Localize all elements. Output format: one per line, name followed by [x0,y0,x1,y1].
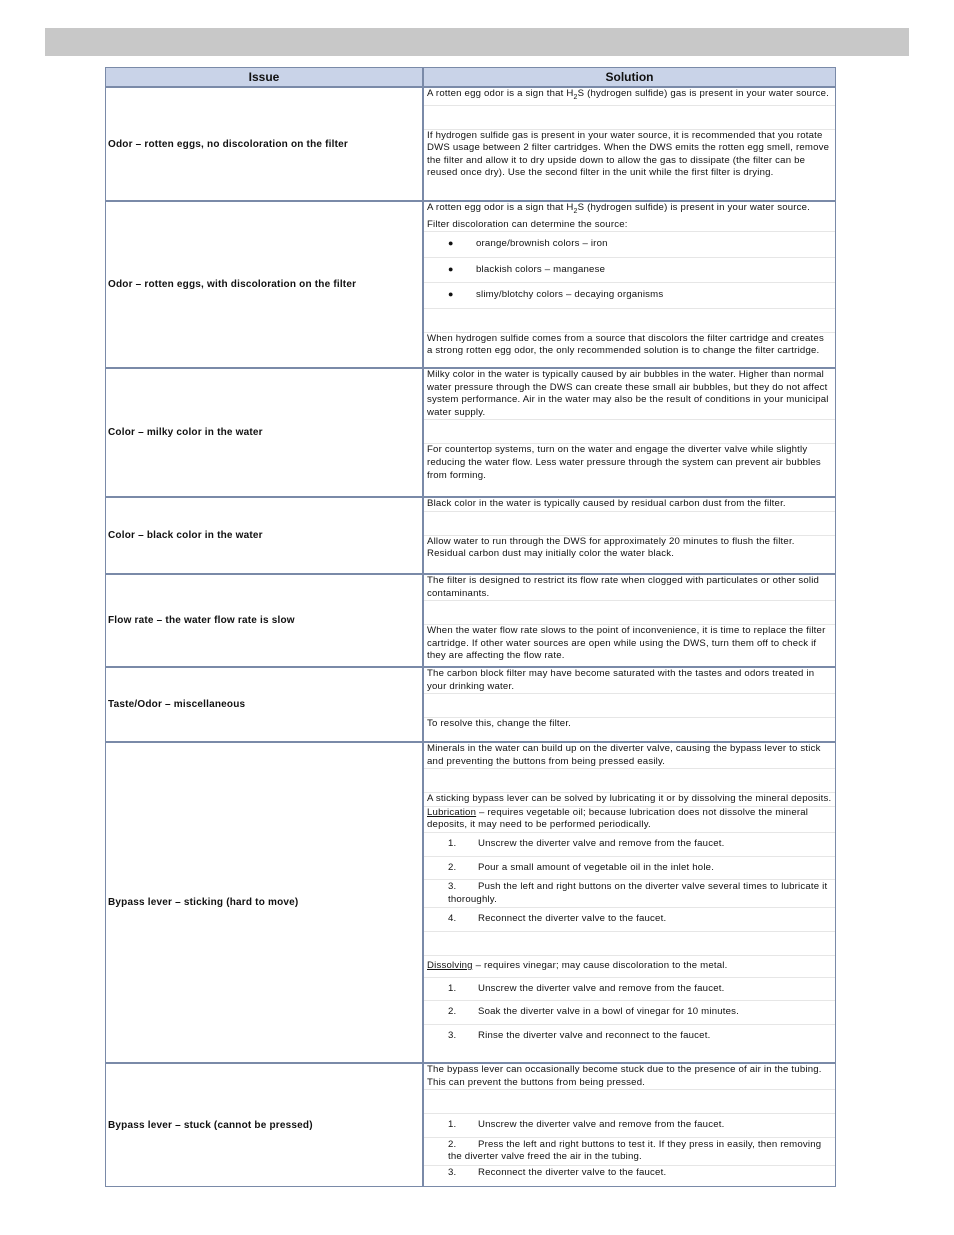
table-row [106,88,835,202]
solution-text: If hydrogen sulfide gas is present in your water source, it is recommended that you rotate DWS usage between 2 filter cartridges. When the DWS emits the rotten egg smell, remove the filter and allow it to dry upside down to allow the gas to dissipate (the filter can be reused once dry). Use the second filter in the unit while the first filter is drying. [427,129,830,179]
table-row [106,668,835,743]
spacer [424,512,835,536]
bullet-icon: ● [448,289,454,300]
bullet-item: ● blackish colors – manganese [424,258,835,284]
issue-cell: Color – milky color in the water [106,369,424,496]
solution-text: Dissolving – requires vinegar; may cause discoloration to the metal. [424,956,835,978]
solution-text: For countertop systems, turn on the water and engage the diverter valve while slightly reducing the water flow. Less water pressure through the system can prevent air bubbles from forming. [427,444,821,481]
spacer [424,769,835,793]
spacer [424,420,835,444]
step-item: 3. Push the left and right buttons on the diverter valve several times to lubricate it thoroughly. [424,880,835,908]
table-row [106,369,835,498]
step-item: 4. Reconnect the diverter valve to the faucet. [424,908,835,932]
bullet-item: ● orange/brownish colors – iron [424,232,835,258]
issue-column-header: Issue [106,68,424,86]
solution-cell [424,743,835,1062]
solution-text: Minerals in the water can build up on the diverter valve, causing the bypass lever to stick and preventing the buttons from being pressed easily. [424,743,835,769]
step-item: 1. Unscrew the diverter valve and remove from the faucet. [424,978,835,1002]
solution-text: The filter is designed to restrict its flow rate when clogged with particulates or other solid contaminants. [424,575,835,601]
solution-cell [424,202,835,367]
issue-cell: Odor – rotten eggs, no discoloration on the filter [106,88,424,200]
solution-cell [424,498,835,573]
issue-cell: Flow rate – the water flow rate is slow [106,575,424,666]
bullet-icon: ● [448,238,454,249]
issue-cell: Bypass lever – sticking (hard to move) [106,743,424,1062]
step-item: 3. Reconnect the diverter valve to the faucet. [448,1166,667,1178]
spacer [424,601,835,625]
step-item: 2. Press the left and right buttons to test it. If they press in easily, then removing the diverter valve freed the air in the tubing. [424,1138,835,1166]
table-row [106,1064,835,1186]
solution-text: A rotten egg odor is a sign that $H_2S$ (hydrogen sulfide) is present in your water source. Filter discoloration can determine the source: [424,202,835,232]
solution-cell [424,575,835,666]
solution-cell [424,369,835,496]
solution-text: Black color in the water is typically caused by residual carbon dust from the filter. [424,498,835,512]
solution-text: A sticking bypass lever can be solved by lubricating it or by dissolving the mineral deposits. [424,793,835,807]
spacer [424,309,835,333]
solution-text: Allow water to run through the DWS for approximately 20 minutes to flush the filter. Residual carbon dust may initially color the water black. [427,535,795,560]
issue-cell: Odor – rotten eggs, with discoloration on the filter [106,202,424,367]
issue-cell: Taste/Odor – miscellaneous [106,668,424,741]
solution-cell [424,88,835,200]
table-header [106,68,835,88]
solution-column-header: Solution [605,70,654,84]
step-item: 2. Soak the diverter valve in a bowl of vinegar for 10 minutes. [424,1001,835,1025]
solution-text: A rotten egg odor is a sign that $H_2S$ (hydrogen sulfide) gas is present in your water source. [424,88,835,106]
step-item: 1. Unscrew the diverter valve and remove from the faucet. [424,833,835,857]
solution-cell [424,668,835,741]
issue-cell: Color – black color in the water [106,498,424,573]
table-row [106,202,835,369]
bullet-item: ● slimy/blotchy colors – decaying organisms [424,283,835,309]
step-item: 2. Pour a small amount of vegetable oil in the inlet hole. [424,857,835,881]
page-header-bar [45,28,909,56]
solution-text: Lubrication – requires vegetable oil; because lubrication does not dissolve the mineral deposits, it may need to be performed periodically. [424,807,835,833]
solution-text: To resolve this, change the filter. [427,718,572,730]
spacer [424,694,835,718]
step-item: 1. Unscrew the diverter valve and remove from the faucet. [424,1114,835,1138]
solution-text: Milky color in the water is typically caused by air bubbles in the water. Higher than normal water pressure through the DWS can create these small air bubbles, but they do not affect system performance. Air in the water may also be the result of conditions in your municipal water supply. [424,369,835,420]
solution-text: The bypass lever can occasionally become stuck due to the presence of air in the tubing. This can prevent the buttons from being pressed. [424,1064,835,1090]
table-row [106,575,835,668]
solution-cell [424,1064,835,1186]
issue-cell: Bypass lever – stuck (cannot be pressed) [106,1064,424,1186]
solution-text: When hydrogen sulfide comes from a source that discolors the filter cartridge and creates a strong rotten egg odor, the only recommended solution is to change the filter cartridge. [427,332,824,357]
table-row [106,743,835,1064]
troubleshooting-table [105,67,836,1187]
bullet-icon: ● [448,263,454,274]
spacer [424,932,835,956]
solution-text: The carbon block filter may have become saturated with the tastes and odors treated in your drinking water. [424,668,835,694]
spacer [424,1090,835,1114]
spacer [424,106,835,130]
solution-text: When the water flow rate slows to the point of inconvenience, it is time to replace the filter cartridge. If other water sources are open while using the DWS, turn them off to check if they are affecting the flow rate. [427,625,826,662]
step-item: 3. Rinse the diverter valve and reconnect to the faucet. [448,1029,711,1041]
table-row [106,498,835,575]
